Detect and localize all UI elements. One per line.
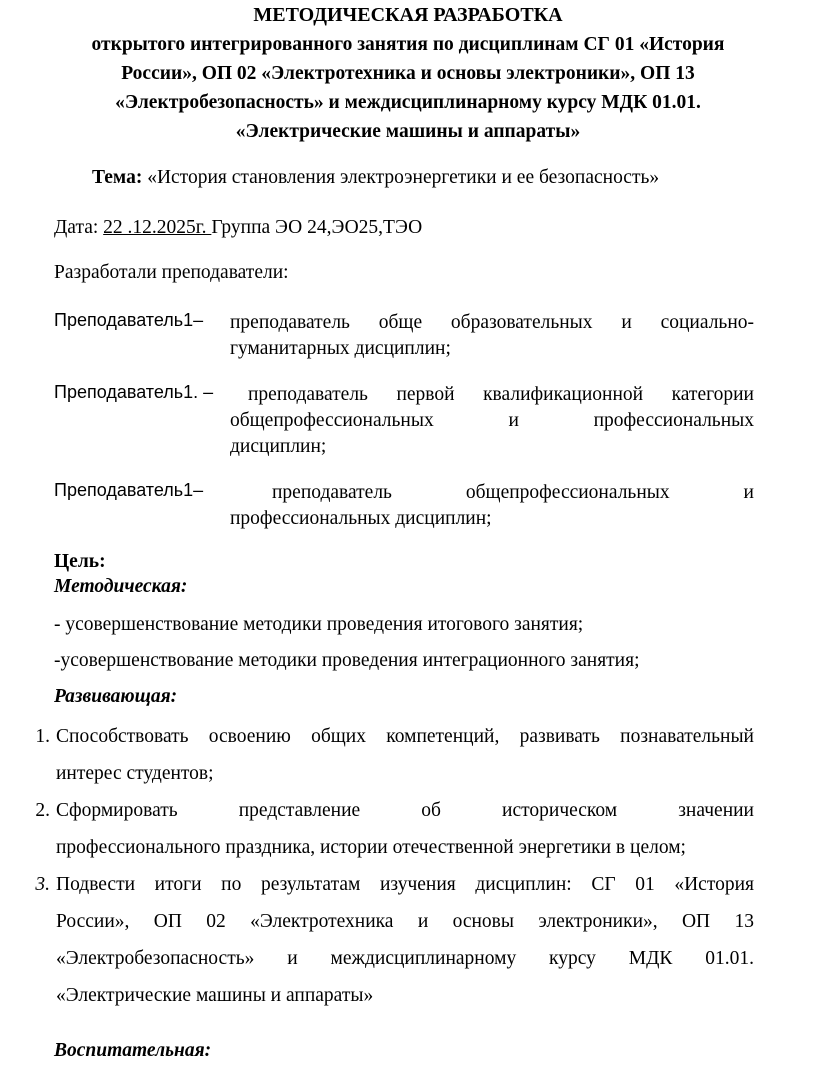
subtitle-line: России», ОП 02 «Электротехника и основы электроники», ОП 13: [121, 63, 695, 84]
teacher-entry: [54, 310, 754, 366]
developed-by: Разработали преподаватели:: [54, 262, 289, 283]
item-line: Подвести итоги по результатам изучения дисциплин: СГ 01 «История: [56, 874, 754, 895]
theme-value: «История становления электроэнергетики и ее безопасность»: [142, 167, 660, 188]
subtitle-line: «Электрические машины и аппараты»: [235, 121, 581, 142]
item-line: «Электробезопасность» и междисциплинарному курсу МДК 01.01.: [56, 948, 754, 969]
teacher-name: Преподаватель1–: [54, 480, 204, 500]
group-value: Группа ЭО 24,ЭО25,ТЭО: [211, 217, 423, 238]
teacher-desc-line: профессиональных дисциплин;: [230, 508, 492, 529]
teacher-description: [230, 310, 754, 362]
item-text: [56, 718, 754, 792]
item-number: 3.: [35, 874, 50, 895]
item-line: Способствовать освоению общих компетенций, развивать познавательный: [56, 726, 754, 747]
methodical-heading: Методическая:: [54, 576, 188, 597]
teacher-name: Преподаватель1. –: [54, 382, 214, 402]
methodical-item: -усовершенствование методики проведения интеграционного занятия;: [54, 650, 640, 671]
developing-heading: Развивающая:: [54, 686, 178, 707]
teacher-description: [230, 480, 754, 532]
educational-heading: Воспитательная:: [54, 1040, 212, 1061]
item-line: интерес студентов;: [56, 763, 214, 784]
theme-line: [92, 167, 754, 189]
item-line: профессионального праздника, истории отечественной энергетики в целом;: [56, 837, 686, 858]
document-subtitle: [40, 30, 776, 146]
subtitle-line: «Электробезопасность» и междисциплинарному курсу МДК 01.01.: [115, 92, 701, 113]
item-line: Сформировать представление об историческом значении: [56, 800, 754, 821]
item-number: 2.: [35, 800, 50, 821]
teacher-desc-line: преподаватель первой квалификационной категории: [248, 384, 754, 405]
teacher-entry: [54, 480, 754, 536]
teacher-desc-line: общепрофессиональных и профессиональных: [230, 410, 754, 431]
item-line: «Электрические машины и аппараты»: [56, 985, 374, 1006]
methodical-item: - усовершенствование методики проведения итогового занятия;: [54, 614, 584, 635]
teacher-desc-line: преподаватель общепрофессиональных и: [272, 482, 754, 503]
teacher-desc-line: гуманитарных дисциплин;: [230, 338, 451, 359]
goal-heading: Цель:: [54, 551, 106, 572]
item-text: [56, 866, 754, 1014]
teacher-description: [230, 382, 754, 460]
teacher-entry: [54, 382, 754, 466]
document-title: МЕТОДИЧЕСКАЯ РАЗРАБОТКА: [253, 4, 563, 26]
date-line: [54, 217, 754, 239]
item-number: 1.: [35, 726, 50, 747]
subtitle-line: открытого интегрированного занятия по дисциплинам СГ 01 «История: [91, 34, 725, 55]
item-line: России», ОП 02 «Электротехника и основы электроники», ОП 13: [56, 911, 754, 932]
item-text: [56, 792, 754, 866]
date-label: Дата:: [54, 217, 104, 238]
teacher-desc-line: дисциплин;: [230, 436, 327, 457]
teacher-name: Преподаватель1–: [54, 310, 204, 330]
teacher-desc-line: преподаватель обще образовательных и социально-: [230, 312, 754, 333]
date-value: 22 .12.2025г.: [103, 217, 212, 238]
theme-label: Тема:: [92, 167, 143, 188]
